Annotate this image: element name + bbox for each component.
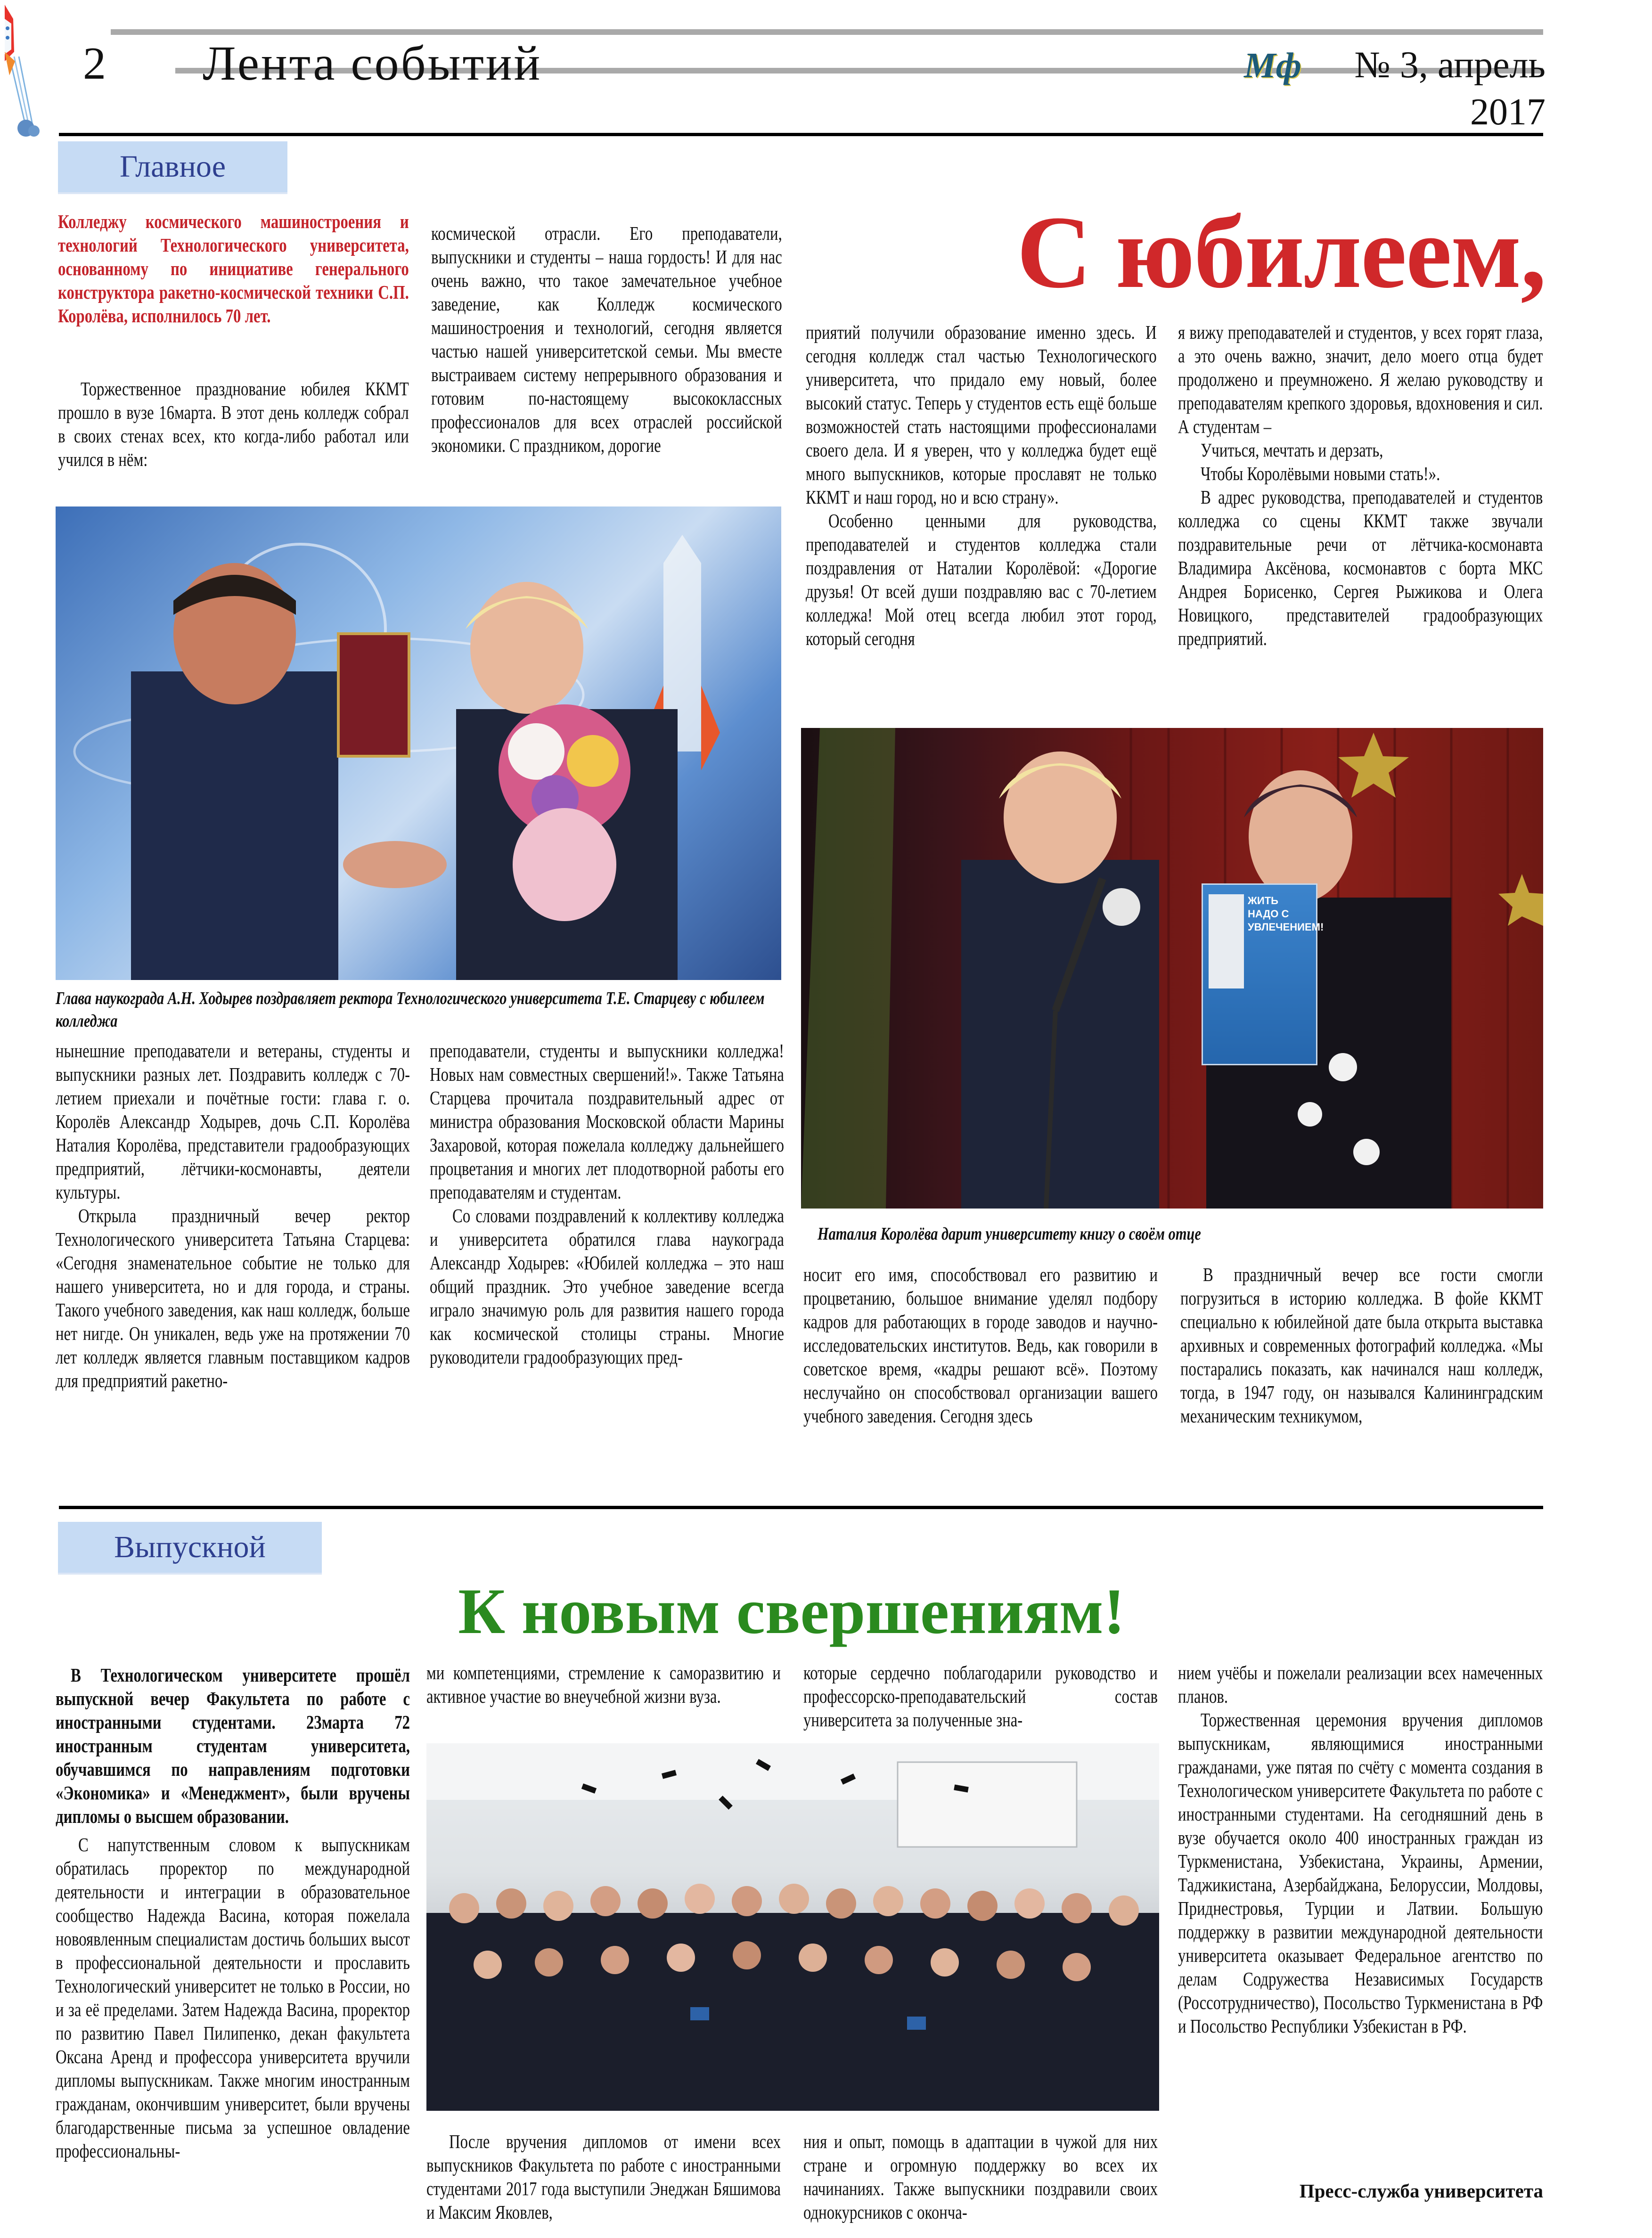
logo-text: Мф (1244, 46, 1301, 85)
header-top-rule (111, 29, 1543, 35)
paragraph: Торжественная церемония вручения дипломов выпускникам, являющимися иностранными гражданами, уже пятая по счёту с момента создания в Технологическом университете Факультета по работе с иностранными студентами. На сегодняшний день в вузе обучается около 400 иностранных граждан из Туркменистана, Узбекистана, Украины, Армении, Таджикистана, Азербайджана, Белоруссии, Молдовы, Приднестровья, Турции и Латвии. Большую поддержку в развитии международной деятельности университета оказывает Федеральное агентство по делам Содружества Независимых Государств (Россотрудничество), Посольство Туркменистана в РФ и Посольство Республики Узбекистан в РФ. (1178, 1709, 1543, 2037)
article1-col3-top (806, 320, 1157, 650)
paragraph: Со словами поздравлений к коллективу колледжа и университета обратился глава наукограда Александр Ходырев: «Юбилей колледжа – это наш общий праздник. Это учебное заведение всегда играло значимую роль для развития нашего города как космической столицы страны. Многие руководители градообразующих пред- (430, 1205, 784, 1368)
paragraph: космической отрасли. Его преподаватели, выпускники и студенты – наша гордость! И для нас очень важно, что такое замечательное учебное заведение, как Колледж космического машиностроения и технологий, сегодня является частью нашей университетской семьи. Мы вместе выстраиваем систему непрерывного образования и готовим по-настоящему высококлассных профессионалов для всех отраслей российской экономики. С праздником, дорогие (431, 222, 782, 456)
photo-graduates-group (426, 1743, 1159, 2111)
article2-lead: В Технологическом университете прошёл выпускной вечер Факультета по работе с иностранными студентами. 23марта 72 иностранным студентам университета, обучавшимся по направлениям подготовки «Экономика» и «Менеджмент», были вручены дипломы о высшем образовании. (56, 1664, 410, 1827)
poem-line: Учиться, мечтать и дерзать, (1201, 439, 1383, 461)
paragraph: В праздничный вечер все гости смогли погрузиться в историю колледжа. В фойе ККМТ специально к юбилейной дате была открыта выставка архивных и современных фотографий колледжа. «Мы постарались показать, как начинался наш колледж, тогда, в 1947 году, он назывался Калининградским механическим техникумом, (1180, 1264, 1543, 1427)
article1-col1-top (58, 377, 409, 471)
article1-col1-bottom (56, 1039, 410, 1392)
section-tag-label: Выпускной (114, 1530, 266, 1564)
article2-headline: К новым свершениям! (458, 1575, 1125, 1647)
section-tag-main (58, 141, 287, 194)
issue-info: № 3, апрель 2017 (1354, 44, 1546, 133)
section-tag-label: Главное (119, 149, 226, 184)
paragraph: я вижу преподавателей и студентов, у всех горят глаза, а это очень важно, значит, дело моего отца будет продолжено и преумножено. Я желаю руководству и преподавателям крепкого здоровья, вдохновения и сил. А студентам – (1178, 321, 1543, 437)
paragraph: ми компетенциями, стремление к саморазвитию и активное участие во внеучебной жизни вуза. (426, 1662, 781, 1707)
article2-col3-bottom (803, 2130, 1158, 2224)
book-portrait (1209, 894, 1244, 988)
paragraph: Открыла праздничный вечер ректор Технологического университета Татьяна Старцева: «Сегодня знаменательное событие не только для нашего университета, но и для города, и страны. Такого учебного заведения, как наш колледж, больше нет нигде. Он уникален, ведь уже на протяжении 70 лет колледж является главным поставщиком кадров для предприятий ракетно- (56, 1205, 410, 1391)
book-title: ЖИТЬ НАДО С УВЛЕЧЕНИЕМ! (1248, 895, 1324, 933)
paragraph: которые сердечно поблагодарили руководство и профессорско-преподавательский состав университета за полученные зна- (803, 1662, 1158, 1731)
section-title: Лента событий (203, 36, 542, 90)
poem-line: Чтобы Королёвыми новыми стать!». (1201, 463, 1440, 484)
page-number: 2 (83, 38, 106, 89)
article1-col2-top (431, 221, 782, 457)
paragraph: нынешние преподаватели и ветераны, студенты и выпускники разных лет. Поздравить колледж с 70-летием приехали и почётные гости: глава г. о. Королёв Александр Ходырев, дочь С.П. Королёва Наталия Королёва, представители градообразующих предприятий, лётчики-космонавты, деятели культуры. (56, 1040, 410, 1203)
paragraph: ния и опыт, помощь в адаптации в чужой для них стране и огромную поддержку во всех их начинаниях. Также выпускники поздравили своих однокурсников с оконча- (803, 2131, 1158, 2223)
paragraph: С напутственным словом к выпускникам обратилась проректор по международной деятельности и интеграции в образовательное сообщество Надежда Васина, которая пожелала новоявленным специалистам достичь больших высот в профессиональной деятельности и прославить Технологический университет не только в России, но и за её пределами. Затем Надежда Васина, проректор по развитию Павел Пилипенко, декан факультета Оксана Аренд и профессора университета вручили дипломы выпускникам. Также многим иностранным гражданам, окончившим университет, были вручены благодарственные письма за успешное овладение профессиональны- (56, 1834, 410, 2162)
paragraph: носит его имя, способствовал его развитию и процветанию, большое внимание уделял подбору кадров для работающих в городе заводов и научно-исследовательских институтов. Ведь, как говорили в советское время, «кадры решают всё». Поэтому неслучайно он способствовал организации вашего учебного заведения. Сегодня здесь (803, 1264, 1158, 1427)
header-divider (59, 133, 1543, 136)
paragraph: преподаватели, студенты и выпускники колледжа! Новых нам совместных свершений!». Также Татьяна Старцева прочитала поздравительный адрес от министра образования Московской области Марины Захаровой, которая пожелала колледжу дальнейшего процветания и многих лет плодотворной работы его преподавателям и студентам. (430, 1040, 784, 1203)
newspaper-logo (1244, 45, 1301, 97)
article1-col4-bottom (1180, 1263, 1543, 1428)
article1-lead: Колледжу космического машиностроения и технологий Технологического университета, основанному по инициативе генерального конструктора ракетно-космической техники С.П. Королёва, исполнилось 70 лет. (58, 211, 409, 327)
article1-col4-top (1178, 320, 1543, 650)
photo2-caption: Наталия Королёва дарит университету книгу о своём отце (818, 1224, 1201, 1244)
rocket-icon (0, 0, 57, 137)
article2-col4 (1178, 1661, 1543, 2038)
paragraph: Торжественное празднование юбилея ККМТ прошло в вузе 16марта. В этот день колледж собрал в своих стенах всех, кто когда-либо работал или учился в нём: (58, 378, 409, 470)
paragraph: После вручения дипломов от имени всех выпускников Факультета по работе с иностранными студентами 2017 года выступили Энеджан Бяшимова и Максим Яковлев, (426, 2131, 781, 2223)
photo-book-presentation (801, 728, 1543, 1209)
article1-headline: С юбилеем, (1016, 195, 1546, 310)
article-signature: Пресс-служба университета (1299, 2180, 1543, 2202)
paragraph: приятий получили образование именно здесь. И сегодня колледж стал частью Технологического университета, что придало ему новый, более высокий статус. Теперь у студентов есть ещё больше возможностей стать настоящими профессионалами своего дела. И я уверен, что у колледжа будет ещё много выпускников, которые прославят не только ККМТ и наш город, но и всю страну». (806, 321, 1157, 508)
article2-col2-bottom (426, 2130, 781, 2224)
article2-col3-top (803, 1661, 1158, 1732)
article2-col1 (56, 1833, 410, 2163)
photo1-caption: Глава наукограда А.Н. Ходырев поздравляет ректора Технологического университета Т.Е. Старцеву с юбилеем колледжа (56, 988, 765, 1031)
book-cover (1202, 883, 1324, 1065)
article1-col2-bottom (430, 1039, 784, 1369)
section-divider (59, 1506, 1543, 1509)
article1-col3-bottom (803, 1263, 1158, 1428)
photo-award-handshake (56, 506, 781, 980)
section-tag-graduation (58, 1522, 322, 1575)
paragraph: Особенно ценными для руководства, преподавателей и студентов колледжа стали поздравления от Наталии Королёвой: «Дорогие друзья! От всей души поздравляю вас с 70-летием колледжа! Мой отец всегда любил этот город, который сегодня (806, 510, 1157, 649)
paragraph: В адрес руководства, преподавателей и студентов колледжа со сцены ККМТ также звучали поздравительные речи от лётчика-космонавта Владимира Аксёнова, космонавтов с борта МКС Андрея Борисенко, Сергея Рыжикова и Олега Новицкого, представителей градообразующих предприятий. (1178, 486, 1543, 649)
paragraph: нием учёбы и пожелали реализации всех намеченных планов. (1178, 1662, 1543, 1707)
article2-col2-top (426, 1661, 781, 1708)
